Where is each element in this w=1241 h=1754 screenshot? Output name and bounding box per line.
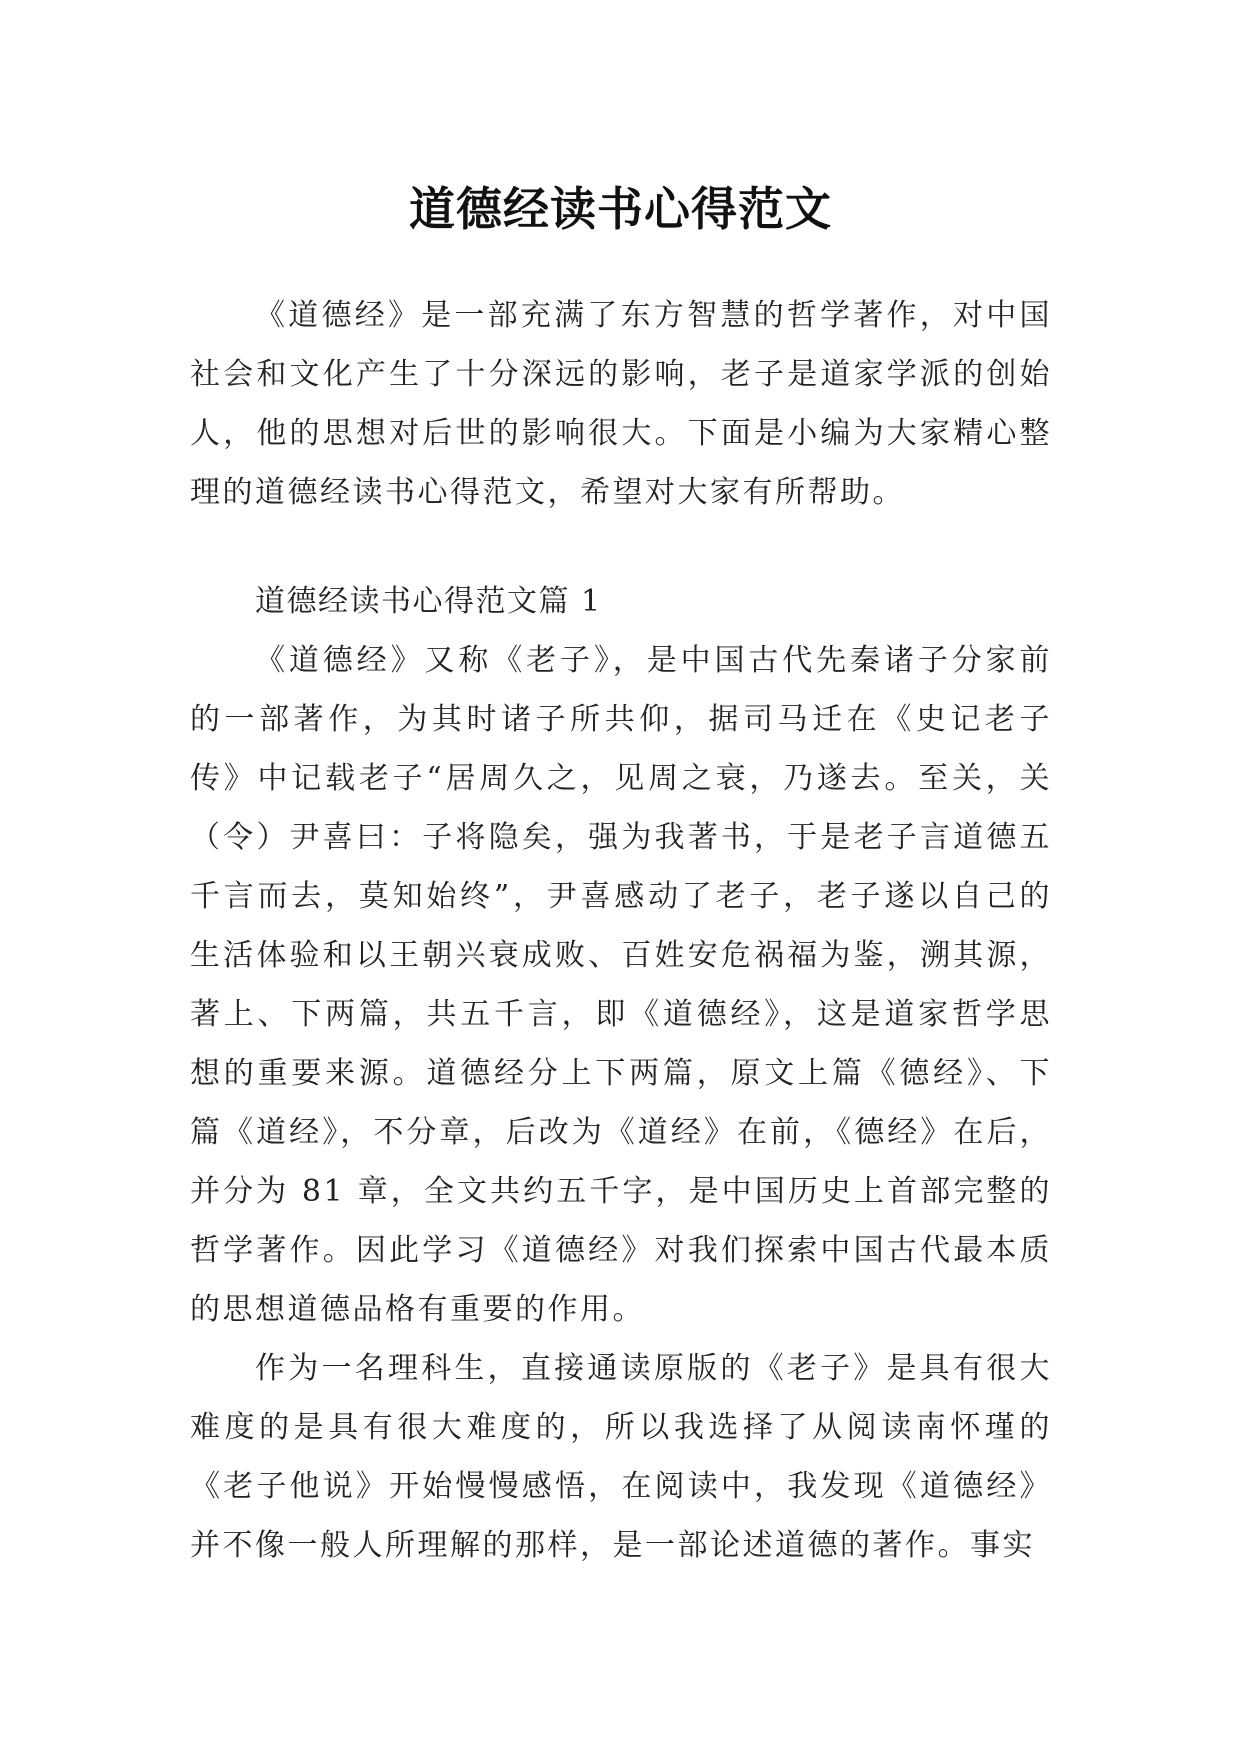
- section-heading: 道德经读书心得范文篇 1: [255, 584, 602, 619]
- section-1: [190, 572, 1052, 1575]
- section-paragraph: 作为一名理科生，直接通读原版的《老子》是具有很大难度的是具有很大难度的，所以我选择了从阅读南怀瑾的《老子他说》开始慢慢感悟，在阅读中，我发现《道德经》并不像一般人所理解的那样，是一部论述道德的著作。事实: [190, 1351, 1052, 1563]
- section-paragraph: 《道德经》又称《老子》，是中国古代先秦诸子分家前的一部著作，为其时诸子所共仰，据司马迁在《史记老子传》中记载老子“居周久之，见周之衰，乃遂去。至关，关（令）尹喜曰：子将隐矣，强为我著书，于是老子言道德五千言而去，莫知始终”，尹喜感动了老子，老子遂以自己的生活体验和以王朝兴衰成败、百姓安危祸福为鉴，溯其源，著上、下两篇，共五千言，即《道德经》，这是道家哲学思想的重要来源。道德经分上下两篇，原文上篇《德经》、下篇《道经》，不分章，后改为《道经》在前，《德经》在后，并分为 81 章，全文共约五千字，是中国历史上首部完整的哲学著作。因此学习《道德经》对我们探索中国古代最本质的思想道德品格有重要的作用。: [190, 643, 1052, 1327]
- document-title: 道德经读书心得范文: [409, 181, 832, 236]
- intro-paragraph: 《道德经》是一部充满了东方智慧的哲学著作，对中国社会和文化产生了十分深远的影响，老子是道家学派的创始人，他的思想对后世的影响很大。下面是小编为大家精心整理的道德经读书心得范文，希望对大家有所帮助。: [190, 298, 1052, 510]
- intro-block: [190, 286, 1052, 522]
